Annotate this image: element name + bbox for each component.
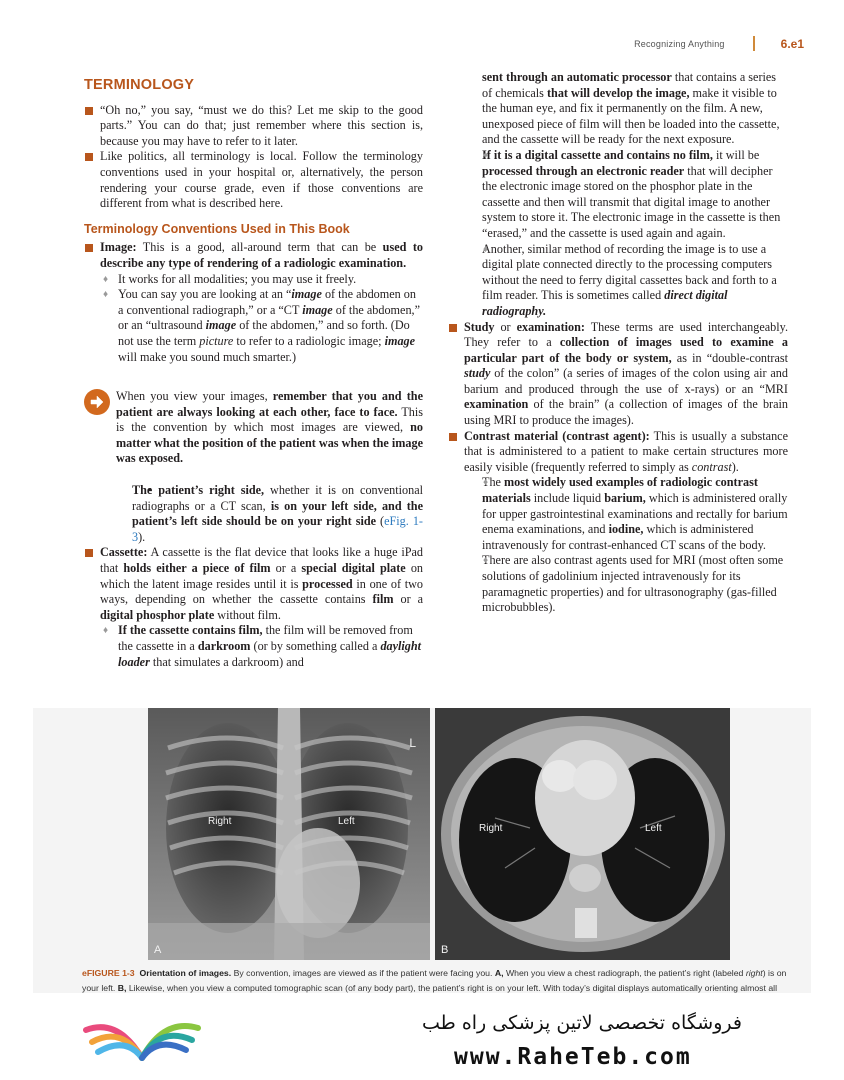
emphasis: collection of images used to examine a particular part of the body or system,: [464, 335, 788, 365]
arrow-right-icon: [84, 389, 110, 415]
emphasis: direct digital radiography.: [482, 288, 728, 318]
text: or a: [393, 592, 424, 607]
emphasis: image: [384, 333, 416, 348]
text: When you view a chest radiograph, the patient’s right (labeled: [503, 968, 746, 978]
text: Likewise, when you view a computed tomographic scan (of any body part), the patient’s right is on your left. With today’s digital displays automatically orienting almost all: [128, 983, 778, 993]
emphasis: contrast: [691, 459, 732, 474]
running-header: [634, 36, 804, 51]
chest-radiograph-panel: [148, 708, 430, 960]
emphasis: darkroom: [197, 639, 251, 653]
emphasis: digital phosphor plate: [100, 607, 215, 622]
text: of the colon” (a series of images of the colon using air and barium and produced through the use of x-rays) or an “MRI: [464, 366, 788, 396]
text: will make you sound much smarter.): [118, 349, 297, 364]
text: to refer to a radiologic image;: [233, 333, 385, 348]
emphasis: examination: [464, 397, 529, 412]
header-divider: [753, 36, 755, 51]
text: that simulates a darkroom) and: [149, 654, 304, 669]
chest-radiograph-image: [148, 708, 430, 960]
store-name: فروشگاه تخصصی لاتین پزشکی راه طب: [422, 1012, 742, 1034]
emphasis: If it is a digital cassette and contains no film,: [482, 147, 713, 162]
emphasis: image: [205, 318, 237, 333]
sub-bullet-image-usage: [84, 287, 423, 365]
text: of the abdomen,” or an “ultrasound: [118, 302, 420, 333]
caption-b: B,: [117, 983, 127, 993]
bullet-contrast: [448, 429, 788, 476]
sub-bullet-barium-iodine: [464, 475, 788, 553]
label-right: Right: [479, 823, 503, 834]
emphasis: daylight loader: [118, 639, 422, 669]
text: A cassette is the flat device that looks like a huge iPad that: [100, 545, 423, 576]
term-contrast: Contrast material (contrast agent):: [464, 428, 650, 443]
bullet-study: [448, 320, 788, 429]
text: (or by something called a: [250, 639, 381, 653]
emphasis: study: [464, 366, 491, 381]
emphasis: If the cassette contains film,: [118, 623, 263, 638]
open-book-logo-icon: [78, 1008, 208, 1070]
sub-bullet-mri-us: ♦ There are also contrast agents used for MRI (most often some solutions of gadolinium injected intravenously for its paramagnetic properties) and for ultrasonography (gas-filled microbubbles).: [464, 553, 788, 615]
subsection-heading: Terminology Conventions Used in This Book: [84, 221, 350, 236]
ct-scan-panel: [435, 708, 730, 960]
label-right: Right: [208, 816, 232, 827]
film-continuation: [464, 70, 788, 148]
emphasis: film: [372, 592, 394, 607]
left-side-marker: L: [409, 736, 416, 750]
emphasis: iodine,: [608, 522, 644, 537]
pearl-dot-bullet: • The patient’s right side, whether it is on conventional radiographs or a CT scan, is on your left side, and the patient’s left side should be on your right side (eFig. 1-3).: [116, 483, 423, 545]
ct-scan-image: [435, 708, 730, 960]
bullet-skip: “Oh no,” you say, “must we do this? Let me skip to the good parts.” You can do that; just remember where this section is, because you may have to refer to it later.: [84, 103, 423, 150]
watermark-banner: [0, 1000, 844, 1080]
term-study: Study: [464, 319, 495, 334]
bullet-cassette: [84, 545, 423, 623]
efig-link[interactable]: eFig. 1-3: [132, 514, 423, 544]
text: This is usually a substance that is administered to a patient to make certain structures more easily visible (frequently referred to simply as: [464, 428, 789, 474]
text: These terms are used interchangeably. They refer to a: [464, 319, 788, 350]
caption-title: Orientation of images.: [139, 968, 232, 978]
sub-bullet-digital: [464, 148, 788, 242]
text: When you view your images,: [116, 389, 273, 404]
text: which is administered intravenously for contrast-enhanced CT scans of the body.: [482, 522, 766, 552]
text: include liquid: [530, 491, 605, 506]
chapter-title: Recognizing Anything: [634, 38, 725, 49]
emphasis: used to describe any type of rendering of a radiologic examination.: [100, 240, 423, 270]
emphasis: holds either a piece of film: [123, 561, 271, 576]
text: as in “double-contrast: [671, 350, 788, 365]
text: which is administered orally for upper gastrointestinal examinations and rectally for barium enema examinations, and: [482, 491, 788, 537]
text: ).: [731, 459, 739, 474]
emphasis: barium,: [604, 491, 646, 506]
text: whether it is on conventional radiographs or a CT scan,: [132, 483, 423, 513]
text: of the abdomen,” and so forth. (Do not use the term: [118, 318, 410, 348]
text: on which the latent image resides until it is: [100, 561, 424, 591]
text: that will decipher the electronic image stored on the phosphor plate in the cassette and then will transmit that digital image to another system to store it. The electronic image in the cassette is then “erased,” and the cassette is used again and again.: [482, 163, 781, 240]
emphasis: processed through an electronic reader: [482, 163, 685, 178]
emphasis: right: [745, 968, 763, 978]
text: it will be: [712, 147, 760, 162]
emphasis: image: [291, 287, 322, 302]
caption-a: A,: [494, 968, 504, 978]
emphasis: is on your left side, and the patient’s left side should be on your right side: [132, 498, 423, 529]
emphasis: special digital plate: [301, 561, 406, 576]
text: make it visible to the human eye, and fix it permanently on the film. A new, unexposed piece of film will then be loaded into the cassette, and the cassette will be ready for the next exposure.: [482, 85, 780, 147]
text: The: [482, 475, 504, 490]
emphasis: image: [302, 302, 333, 317]
text: This is a good, all-around term that can be: [136, 240, 383, 255]
panel-letter-a: A: [154, 944, 162, 956]
emphasis: that will develop the image,: [546, 85, 690, 100]
figure-id: eFIGURE 1-3: [82, 968, 135, 978]
text: in one of two ways, depending on whether the cassette contains: [100, 576, 423, 607]
text: of the abdomen on a conventional radiograph,” or a “CT: [118, 287, 416, 317]
label-left: Left: [645, 823, 662, 834]
text: of the brain” (a collection of images of the brain using MRI to produce the images).: [464, 397, 788, 428]
emphasis: processed: [302, 576, 353, 591]
sub-bullet-direct-digital: [464, 242, 788, 320]
term-image: Image:: [100, 240, 137, 255]
sub-bullet-film: [84, 623, 423, 670]
panel-letter-b: B: [441, 944, 449, 956]
pearl-box: [84, 389, 423, 545]
text: the film will be removed from the cassette in a: [118, 623, 413, 653]
right-column: [464, 70, 788, 616]
term-examination: examination:: [516, 319, 585, 334]
text: By convention, images are viewed as if the patient were facing you.: [231, 968, 495, 978]
section-heading: TERMINOLOGY: [84, 77, 195, 93]
emphasis: remember that you and the patient are always looking at each other, face to face.: [116, 389, 423, 419]
store-url[interactable]: www.RaheTeb.com: [454, 1044, 692, 1070]
figure-efig-1-3: [33, 708, 811, 993]
bullet-local: Like politics, all terminology is local. Follow the terminology conventions used in your hospital or, alternatively, the person rendering your course grade, even if those conventions are different from what is described here.: [84, 149, 423, 211]
emphasis: The patient’s right side,: [132, 483, 265, 498]
text: This is the convention by which most images are viewed,: [116, 404, 423, 435]
text: or: [494, 319, 517, 334]
text: or a: [270, 561, 302, 576]
label-left: Left: [338, 816, 355, 827]
text: You can say you are looking at an “: [118, 287, 292, 302]
emphasis: picture: [199, 333, 234, 348]
emphasis: sent through an automatic processor: [482, 70, 672, 84]
left-column: [84, 70, 423, 670]
text: ) is on your left.: [82, 968, 787, 993]
emphasis: no matter what the position of the patient was when the image was exposed.: [116, 420, 423, 466]
emphasis: most widely used examples of radiologic contrast materials: [482, 475, 758, 506]
term-cassette: Cassette:: [100, 545, 148, 560]
text: Another, similar method of recording the image is to use a digital plate connected directly to the processing computers without the need to ferry digital cassettes back and forth to a film reader. This is sometimes called: [482, 241, 777, 303]
page-number: 6.e1: [780, 36, 804, 51]
sub-bullet-modalities: ♦ It works for all modalities; you may use it freely.: [84, 272, 423, 288]
bullet-image: [84, 240, 423, 271]
text: that contains a series of chemicals: [482, 70, 777, 100]
text: without film.: [214, 607, 281, 622]
